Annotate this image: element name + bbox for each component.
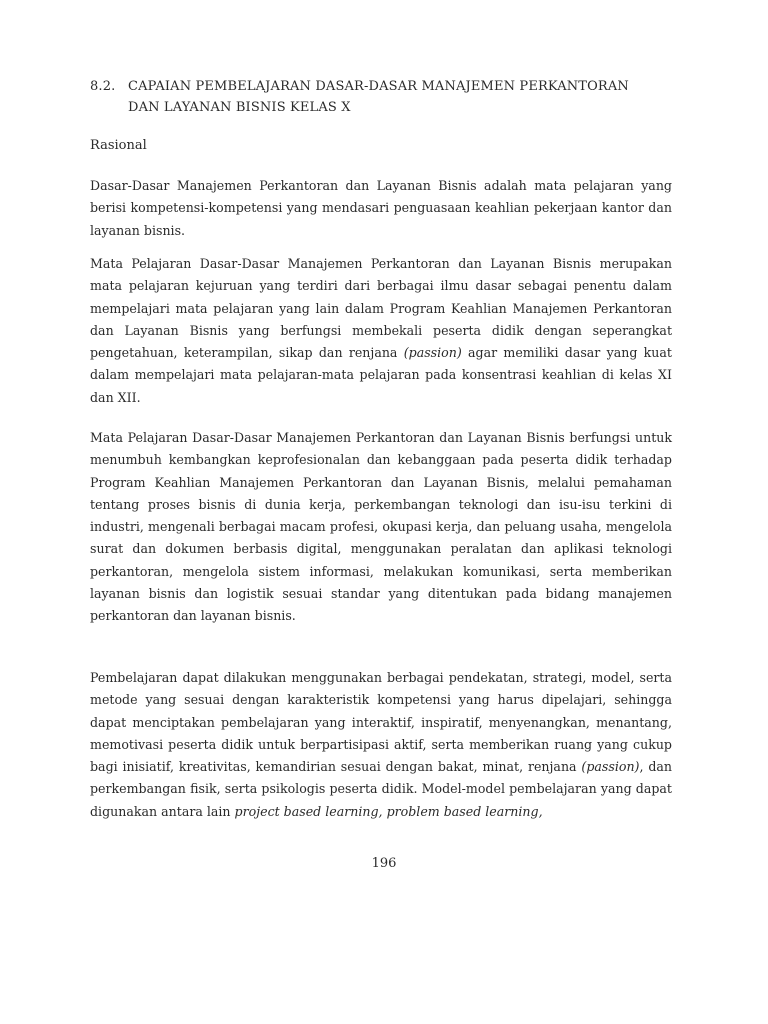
paragraph-2-text-b: agar memiliki dasar yang kuat dalam mempelajari mata pelajaran-mata pelajaran pada konsentrasi keahlian di kelas XI dan XII.	[90, 345, 672, 405]
section-heading	[90, 76, 680, 118]
paragraph-4-text-a: Pembelajaran dapat dilakukan menggunakan berbagai pendekatan, strategi, model, serta metode yang sesuai dengan karakteristik kompetensi yang harus dipelajari, sehingga dapat menciptakan pembelajaran yang interaktif, inspiratif, menyenangkan, menantang, memotivasi peserta didik untuk berpartisipasi aktif, serta memberikan ruang yang cukup bagi inisiatif, kreativitas, kemandirian sesuai dengan bakat, minat, renjana	[90, 670, 672, 775]
paragraph-1: Dasar-Dasar Manajemen Perkantoran dan Layanan Bisnis adalah mata pelajaran yang berisi kompetensi-kompetensi yang mendasari penguasaan keahlian pekerjaan kantor dan layanan bisnis.	[90, 178, 672, 238]
paragraph-2-text-a: Mata Pelajaran Dasar-Dasar Manajemen Perkantoran dan Layanan Bisnis merupakan mata pelajaran kejuruan yang terdiri dari berbagai ilmu dasar sebagai penentu dalam mempelajari mata pelajaran yang lain dalam Program Keahlian Manajemen Perkantoran dan Layanan Bisnis yang berfungsi membekali peserta didik dengan seperangkat pengetahuan, keterampilan, sikap dan renjana	[90, 256, 672, 361]
section-title-line-1: CAPAIAN PEMBELAJARAN DASAR-DASAR MANAJEMEN PERKANTORAN	[128, 79, 629, 94]
section-number: 8.2.	[90, 79, 116, 94]
subsection-title: Rasional	[90, 138, 147, 153]
paragraph-2-italic: (passion)	[403, 345, 462, 361]
paragraph-2	[90, 253, 672, 409]
page-number: 196	[371, 856, 397, 871]
paragraph-4-italic-2: project based learning, problem based learning,	[234, 803, 543, 819]
section-title-line-2: DAN LAYANAN BISNIS KELAS X	[128, 100, 351, 115]
paragraph-4-text-b: , dan perkembangan fisik, serta psikologis peserta didik. Model-model pembelajaran yang dapat digunakan antara lain	[90, 759, 672, 819]
paragraph-4	[90, 667, 672, 823]
paragraph-3: Mata Pelajaran Dasar-Dasar Manajemen Perkantoran dan Layanan Bisnis berfungsi untuk menumbuh kembangkan keprofesionalan dan kebanggaan pada peserta didik terhadap Program Keahlian Manajemen Perkantoran dan Layanan Bisnis, melalui pemahaman tentang proses bisnis di dunia kerja, perkembangan teknologi dan isu-isu terkini di industri, mengenali berbagai macam profesi, okupasi kerja, dan peluang usaha, mengelola surat dan dokumen berbasis digital, menggunakan peralatan dan aplikasi teknologi perkantoran, mengelola sistem informasi, melakukan komunikasi, serta memberikan layanan bisnis dan logistik sesuai standar yang ditentukan pada bidang manajemen perkantoran dan layanan bisnis.	[90, 430, 672, 624]
paragraph-4-italic-1: (passion)	[581, 759, 640, 775]
